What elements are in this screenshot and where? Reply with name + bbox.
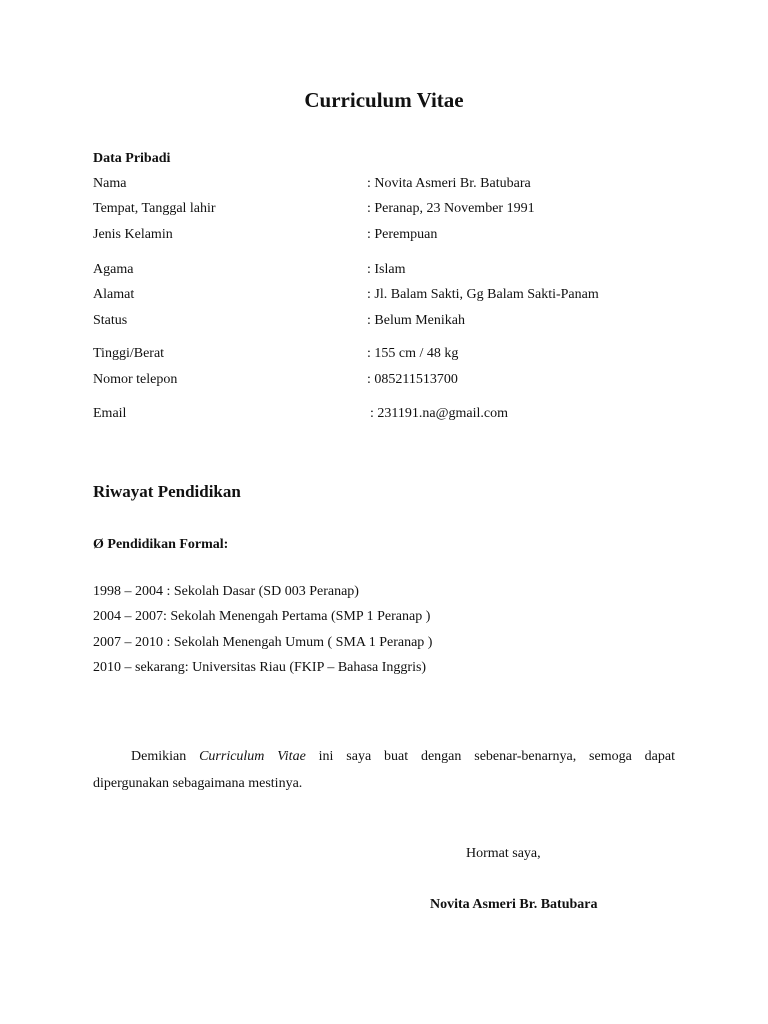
personal-row-gender: [93, 227, 693, 245]
row-label: Status: [93, 313, 128, 328]
education-item: 2007 – 2010 : Sekolah Menengah Umum ( SMA 1 Peranap ): [93, 635, 433, 650]
personal-row-phone: [93, 372, 693, 390]
personal-row-height-weight: [93, 346, 693, 364]
row-label: Jenis Kelamin: [93, 227, 173, 242]
personal-row-email: [93, 406, 693, 424]
row-value: : Jl. Balam Sakti, Gg Balam Sakti-Panam: [367, 287, 599, 302]
statement-line-2: dipergunakan sebagaimana mestinya.: [93, 776, 303, 791]
row-value: : Islam: [367, 262, 406, 277]
statement-italic: Curriculum Vitae: [199, 749, 306, 764]
personal-row-birth: [93, 201, 693, 219]
row-label: Tinggi/Berat: [93, 346, 165, 361]
row-value: : 155 cm / 48 kg: [367, 346, 459, 361]
signer-name: Novita Asmeri Br. Batubara: [430, 897, 598, 912]
closing-salutation: Hormat saya,: [466, 846, 541, 861]
document-title: Curriculum Vitae: [304, 88, 464, 112]
closing-statement: [93, 743, 675, 797]
personal-row-religion: [93, 262, 693, 280]
bullet-icon: Ø: [93, 537, 104, 552]
row-value: : Perempuan: [367, 227, 438, 242]
row-value: : Peranap, 23 November 1991: [367, 201, 535, 216]
row-label: Alamat: [93, 287, 135, 302]
statement-before: Demikian: [131, 749, 200, 764]
row-label: Nomor telepon: [93, 372, 178, 387]
education-heading: Riwayat Pendidikan: [93, 482, 241, 501]
education-item: 1998 – 2004 : Sekolah Dasar (SD 003 Peranap): [93, 584, 359, 599]
statement-line-1: [93, 743, 675, 770]
formal-education-label: [93, 537, 228, 553]
education-item: 2010 – sekarang: Universitas Riau (FKIP – Bahasa Inggris): [93, 660, 427, 675]
row-label: Agama: [93, 262, 134, 277]
row-value: : 231191.na@gmail.com: [370, 406, 508, 421]
personal-row-address: [93, 287, 693, 305]
personal-data-heading: Data Pribadi: [93, 151, 171, 166]
statement-after: ini saya buat dengan sebenar-benarnya, semoga dapat: [305, 749, 675, 764]
row-value: : Belum Menikah: [367, 313, 465, 328]
formal-education-text: Pendidikan Formal:: [107, 537, 229, 552]
row-value: : Novita Asmeri Br. Batubara: [367, 176, 531, 191]
education-item: 2004 – 2007: Sekolah Menengah Pertama (SMP 1 Peranap ): [93, 609, 431, 624]
personal-row-status: [93, 313, 693, 331]
row-label: Nama: [93, 176, 127, 191]
row-value: : 085211513700: [367, 372, 458, 387]
row-label: Email: [93, 406, 127, 421]
personal-row-nama: [93, 176, 693, 194]
row-label: Tempat, Tanggal lahir: [93, 201, 216, 216]
